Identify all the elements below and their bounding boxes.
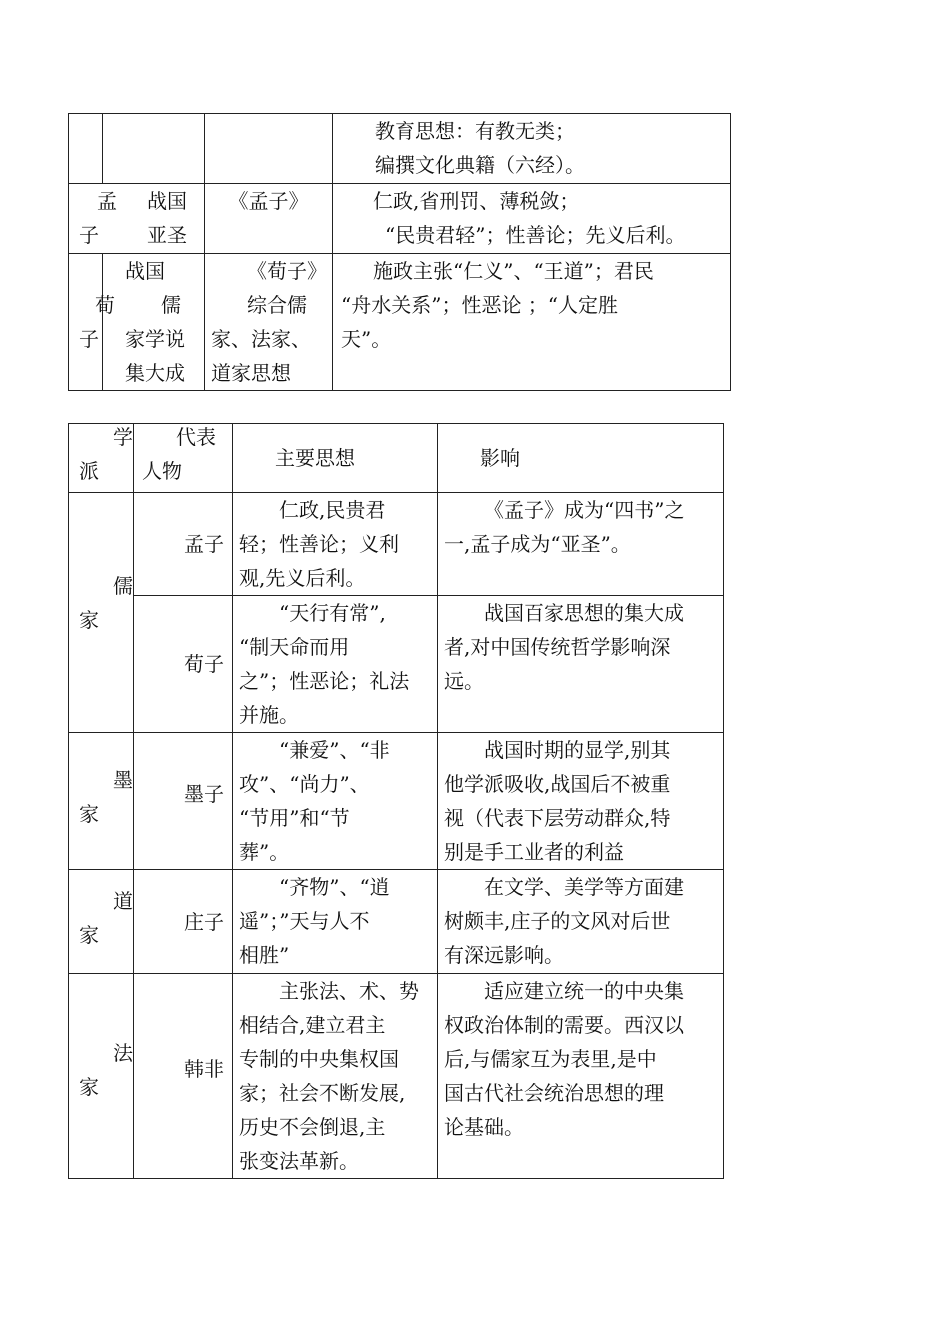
school-char: 家 [79,923,99,947]
school-cell [69,733,134,870]
influence-line: 者,对中国传统哲学影响深 [444,635,671,659]
header-school-char: 学 [113,425,133,449]
influence-line: 远。 [444,669,484,693]
thought-line: 并施。 [239,703,299,727]
work-cell: 《孟子》 [205,184,333,254]
thought-line: 相胜” [239,943,290,967]
header-school [69,424,134,493]
table-row [69,493,724,596]
influence-line: 适应建立统一的中央集 [484,979,684,1003]
thought-line: “兼爱”、“非 [279,738,390,762]
table-row [69,184,731,254]
school-char: 家 [79,608,99,632]
thought-line: “民贵君轻”；性善论；先义后利。 [385,223,686,247]
school-char: 家 [79,1075,99,1099]
thought-cell [233,733,438,870]
thought-line: “齐物”、“逍 [279,875,390,899]
table-row [69,596,724,733]
table-row [69,733,724,870]
person-cell: 孟子 [134,493,233,596]
period-line: 亚圣 [147,223,187,247]
thought-line: 家；社会不断发展, [239,1081,406,1105]
name-char: 荀 [95,293,115,317]
school-char: 家 [79,802,99,826]
school-cell [69,870,134,974]
work-cell [205,254,333,391]
thought-cell [333,184,731,254]
table-row [69,254,731,391]
name-cell [69,114,103,184]
influence-line: 别是手工业者的利益 [444,840,624,864]
thought-line: 张变法革新。 [239,1149,359,1173]
influence-cell [438,733,724,870]
influence-cell [438,493,724,596]
thought-line: 编撰文化典籍（六经）。 [375,153,585,177]
table-row [69,114,731,184]
thought-line: “舟水关系”；性恶论 ；“人定胜 [341,293,619,317]
table-header-row [69,424,724,493]
thought-line: 施政主张“仁义”、“王道”；君民 [373,259,654,283]
thought-line: 专制的中央集权国 [239,1047,399,1071]
influence-line: 有深远影响。 [444,943,564,967]
name-cell [69,254,115,391]
table-row [69,974,724,1179]
work-cell [205,114,333,184]
period-line: 战国 [125,259,165,283]
thought-line: 轻；性善论；义利 [239,532,399,556]
influence-line: 战国百家思想的集大成 [484,601,684,625]
work-line: 综合儒 [247,293,307,317]
influence-cell [438,596,724,733]
school-char: 法 [113,1041,133,1065]
name-char: 孟 [97,189,117,213]
thought-cell [333,254,731,391]
thought-cell [233,596,438,733]
person-cell: 墨子 [134,733,233,870]
influence-line: 视（代表下层劳动群众,特 [444,806,671,830]
school-cell [69,974,134,1179]
thought-cell [233,870,438,974]
thought-line: 仁政,民贵君 [279,498,386,522]
period-line: 集大成 [125,361,185,385]
header-person [134,424,233,493]
header-person-line: 人物 [142,459,182,483]
thought-line: 观,先义后利。 [239,566,366,590]
person-cell: 庄子 [134,870,233,974]
person-cell: 荀子 [134,596,233,733]
influence-cell [438,974,724,1179]
influence-line: 后,与儒家互为表里,是中 [444,1047,657,1071]
table-confucian-thinkers [68,113,731,391]
thought-line: 相结合,建立君主 [239,1013,386,1037]
influence-line: 国古代社会统治思想的理 [444,1081,664,1105]
influence-line: 树颇丰,庄子的文风对后世 [444,909,671,933]
header-person-line: 代表 [176,425,216,449]
thought-cell [333,114,731,184]
thought-cell [233,974,438,1179]
work-line: 家、法家、 [211,327,311,351]
thought-line: 主张法、术、势 [279,979,419,1003]
period-cell [103,254,205,391]
thought-line: 葬”。 [239,840,290,864]
thought-line: “节用”和“节 [239,806,350,830]
name-char: 子 [79,223,99,247]
name-cell [69,184,205,254]
thought-line: 攻”、“尚力”、 [239,772,370,796]
influence-line: 论基础。 [444,1115,524,1139]
school-char: 墨 [113,768,133,792]
thought-line: “天行有常”, [279,601,386,625]
person-cell: 韩非 [134,974,233,1179]
table-row [69,870,724,974]
period-line: 家学说 [125,327,185,351]
thought-line: 教育思想：有教无类； [375,119,575,143]
influence-line: 权政治体制的需要。西汉以 [444,1013,684,1037]
influence-line: 《孟子》成为“四书”之 [484,498,685,522]
thought-line: 历史不会倒退,主 [239,1115,386,1139]
influence-line: 在文学、美学等方面建 [484,875,684,899]
period-line: 儒 [161,293,181,317]
table-schools-of-thought [68,423,724,1179]
thought-line: 遥”；”天与人不 [239,909,370,933]
thought-cell [233,493,438,596]
thought-line: 仁政,省刑罚、薄税敛； [373,189,580,213]
influence-line: 一,孟子成为“亚圣”。 [444,532,631,556]
school-char: 儒 [113,574,133,598]
header-school-char: 派 [79,459,99,483]
work-line: 《荀子》 [247,259,327,283]
influence-cell [438,870,724,974]
thought-line: 之”；性恶论；礼法 [239,669,410,693]
header-thought: 主要思想 [233,424,438,493]
thought-line: “制天命而用 [239,635,350,659]
thought-line: 天”。 [341,327,392,351]
header-influence: 影响 [438,424,724,493]
influence-line: 他学派吸收,战国后不被重 [444,772,671,796]
name-char: 子 [79,327,99,351]
influence-line: 战国时期的显学,别其 [484,738,671,762]
period-line: 战国 [147,189,187,213]
school-char: 道 [113,889,133,913]
school-cell [69,493,134,733]
work-line: 道家思想 [211,361,291,385]
period-cell [103,114,205,184]
